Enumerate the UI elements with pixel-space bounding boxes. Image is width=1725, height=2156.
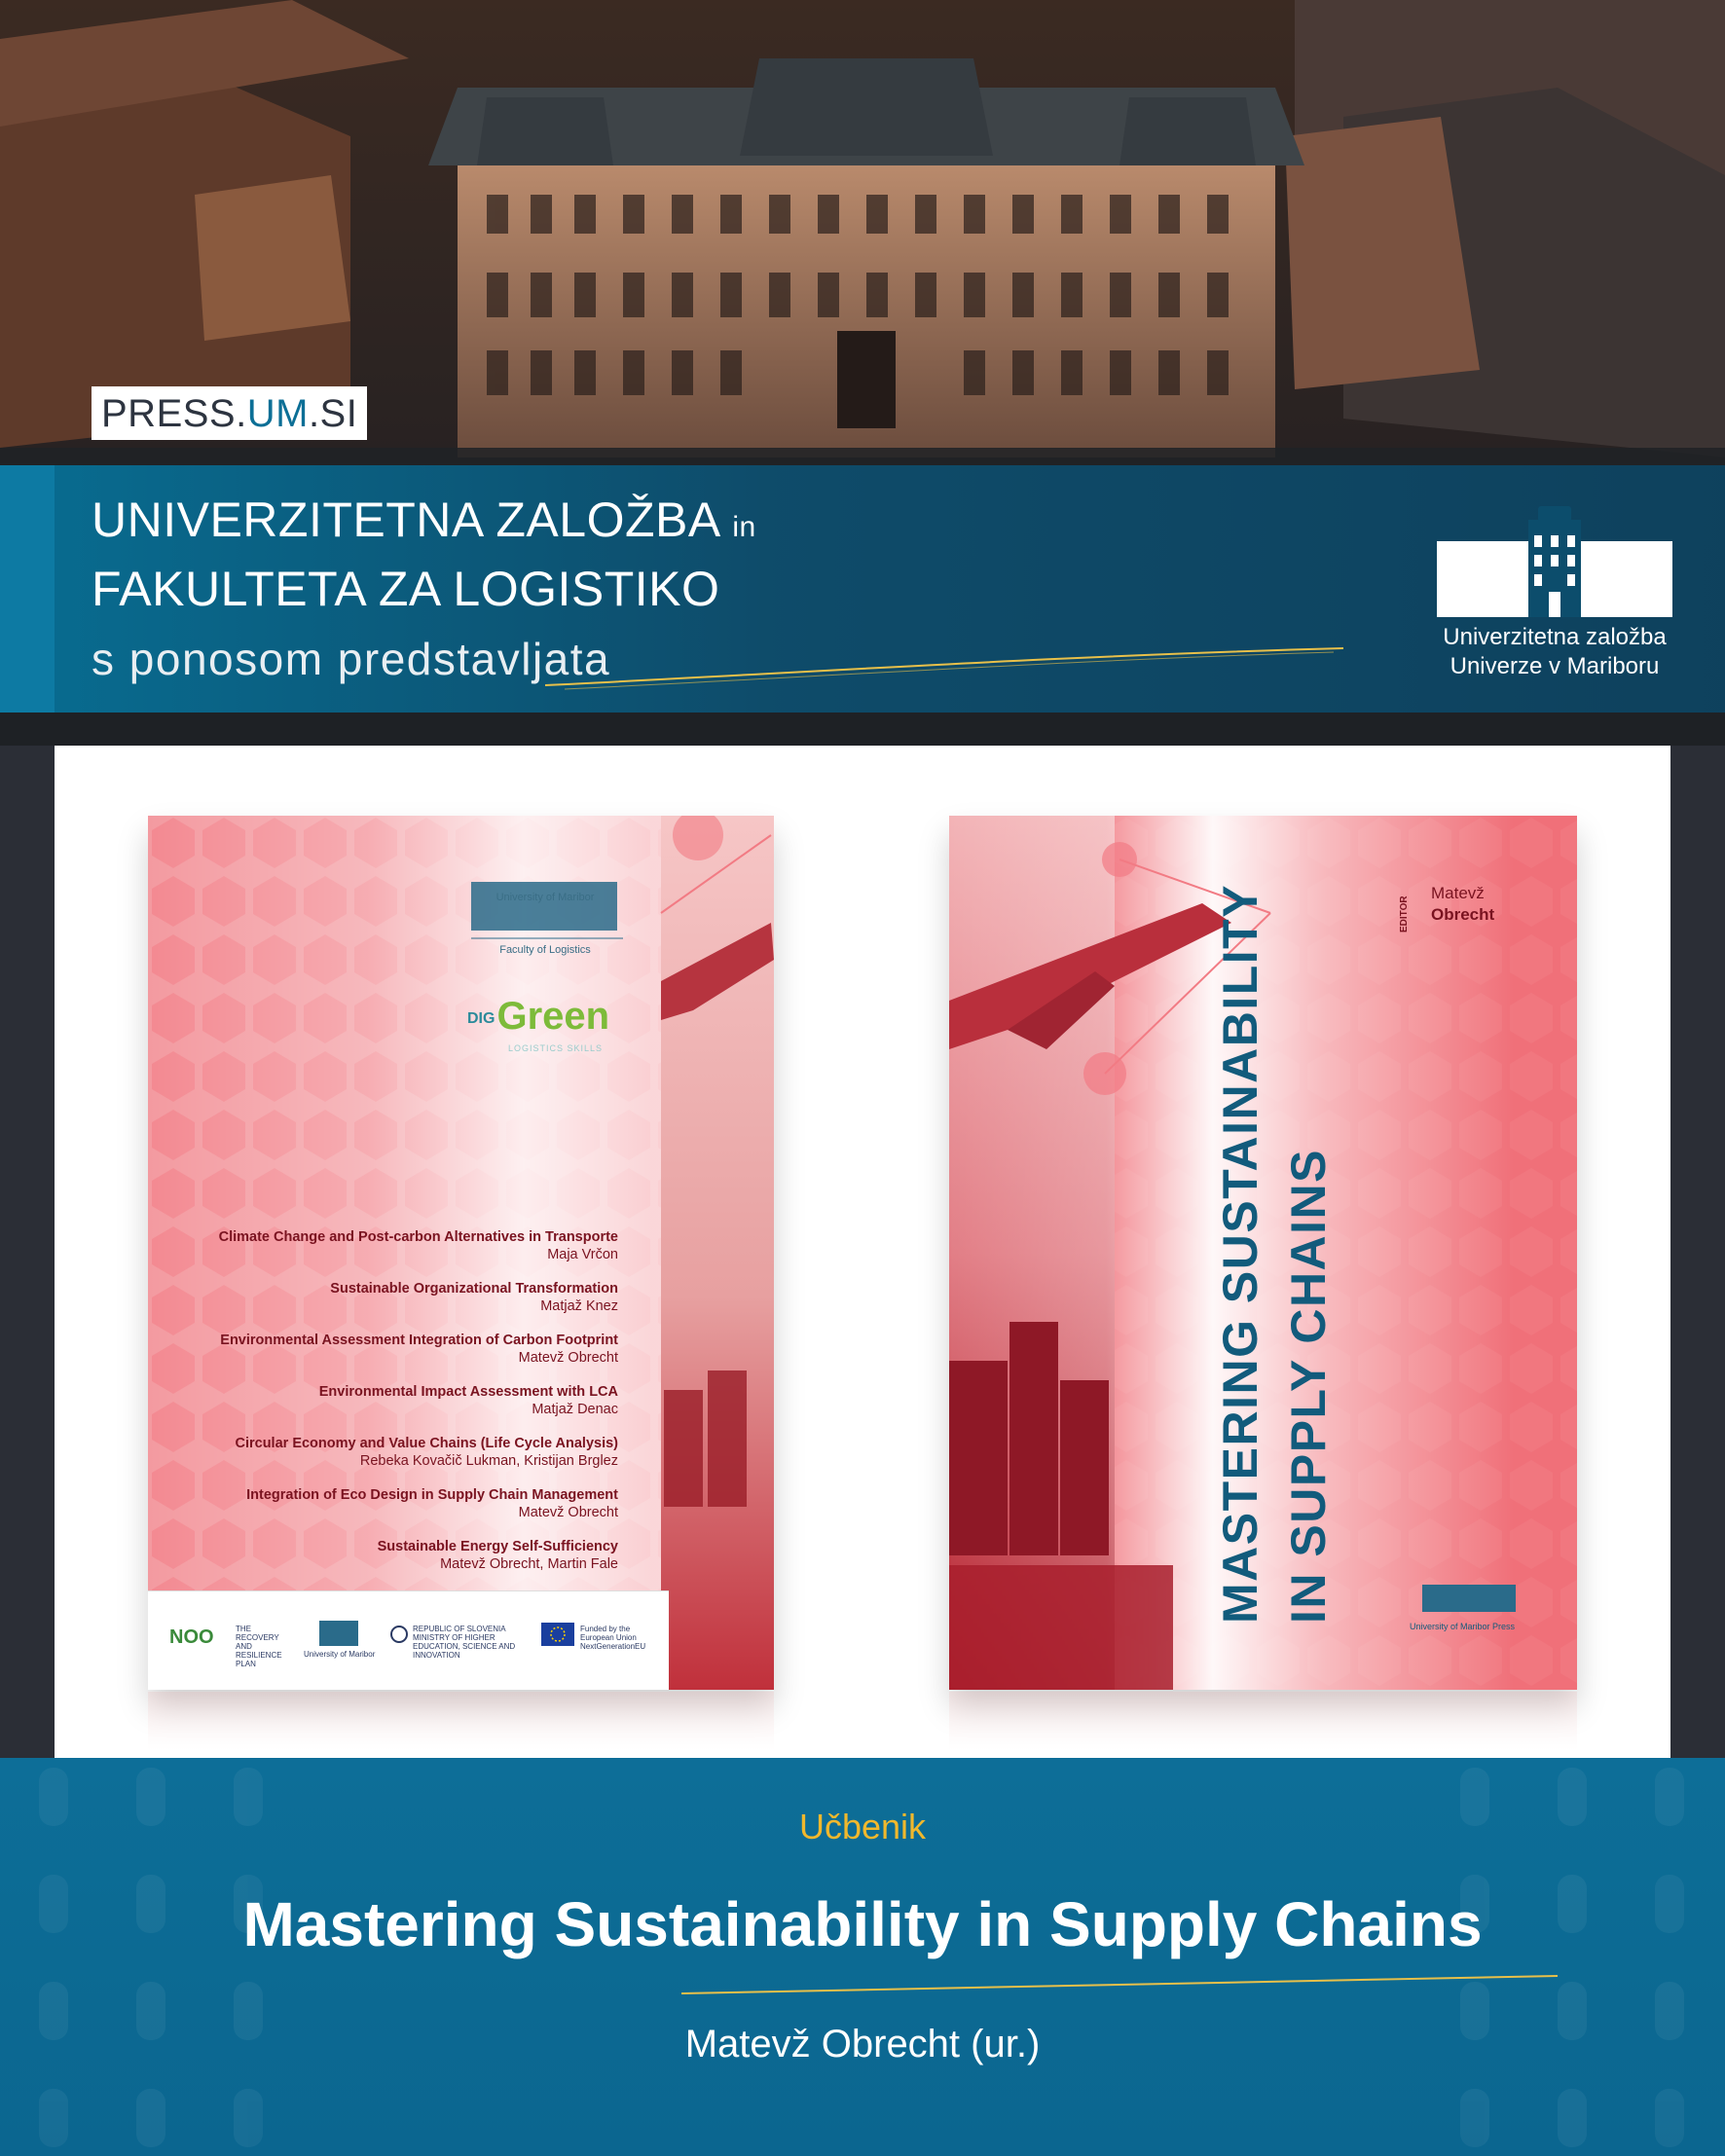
editor-label: EDITOR [1399, 895, 1410, 932]
toc-title: Circular Economy and Value Chains (Life Cycle Analysis) [235, 1436, 618, 1451]
banner-conjunction: in [732, 511, 756, 543]
ministry-label: REPUBLIC OF SLOVENIA MINISTRY OF HIGHER EDUCATION, SCIENCE AND INNOVATION [413, 1625, 516, 1660]
funding-logos-strip [148, 1590, 669, 1690]
toc-entry [378, 1538, 618, 1573]
book-back-cover [148, 816, 774, 1690]
banner-line-3: s ponosom predstavljata [92, 634, 611, 684]
toc-author: Matevž Obrecht, Martin Fale [440, 1556, 618, 1572]
toc-entry [330, 1280, 618, 1315]
toc-title: Integration of Eco Design in Supply Chain Management [246, 1487, 618, 1503]
toc-title: Environmental Assessment Integration of Carbon Footprint [220, 1333, 618, 1348]
press-um: UM [246, 392, 309, 435]
noo-logo: NOO [169, 1626, 214, 1648]
dig-green-prefix: DIG [467, 1010, 495, 1027]
publisher-caption-2: Univerze v Mariboru [1450, 653, 1660, 679]
toc-author: Matjaž Denac [532, 1402, 618, 1417]
university-building-icon [1437, 510, 1672, 586]
toc-entry [319, 1383, 618, 1418]
back-cover-faculty: Faculty of Logistics [499, 944, 591, 956]
editor-first-name: Matevž [1431, 884, 1485, 902]
toc-author: Rebeka Kovačič Lukman, Kristijan Brglez [359, 1453, 618, 1469]
toc-author: Matevž Obrecht [518, 1505, 618, 1520]
toc-entry [219, 1228, 618, 1263]
toc-entry [220, 1332, 618, 1367]
toc-title: Sustainable Organizational Transformation [330, 1281, 618, 1297]
banner-line-2: FAKULTETA ZA LOGISTIKO [92, 562, 720, 616]
book-front-cover [949, 816, 1577, 1690]
gold-swoosh-icon [545, 644, 1343, 693]
toc-entry [246, 1486, 618, 1521]
book-author: Matevž Obrecht (ur.) [684, 2023, 1041, 2065]
book-title: Mastering Sustainability in Supply Chains [242, 1889, 1483, 1959]
press-um-tag[interactable] [92, 386, 367, 440]
title-underline-swoosh-icon [681, 1974, 1558, 1997]
footer-logos-icon [148, 1591, 669, 1690]
press-suffix: .SI [308, 392, 358, 435]
dig-green-logo [467, 995, 609, 1039]
eu-funding-label: Funded by the European Union NextGenerationEU [580, 1625, 646, 1651]
toc-author: Matjaž Knez [540, 1298, 618, 1314]
publisher-name: UNIVERZITETNA ZALOŽBA [92, 493, 718, 547]
back-cover-reflection [148, 1692, 774, 1750]
publisher-logo [1437, 541, 1672, 617]
publisher-logo-caption [1402, 623, 1707, 681]
toc-title: Climate Change and Post-carbon Alternatives in Transporte [218, 1229, 618, 1245]
front-cover-press: University of Maribor Press [1409, 1622, 1516, 1631]
toc-author: Matevž Obrecht [518, 1350, 618, 1366]
toc-title: Environmental Impact Assessment with LCA [318, 1384, 618, 1400]
banner-accent-strip [0, 465, 55, 713]
book-genre: Učbenik [798, 1807, 927, 1846]
toc-author: Maja Vrčon [547, 1247, 618, 1262]
front-cover-reflection [949, 1692, 1577, 1750]
dig-green-tagline: LOGISTICS SKILLS [508, 1043, 604, 1053]
front-title-line-2: IN SUPPLY CHAINS [1281, 1148, 1336, 1624]
back-cover-university: University of Maribor [495, 892, 595, 903]
toc-entry [235, 1435, 618, 1470]
dig-green-word: Green [496, 995, 610, 1038]
editor-last-name: Obrecht [1431, 905, 1495, 924]
publisher-caption-1: Univerzitetna založba [1443, 624, 1667, 650]
footer-university: University of Maribor [304, 1650, 376, 1659]
front-title-line-1: MASTERING SUSTAINABILITY [1213, 883, 1267, 1624]
press-prefix: PRESS. [101, 392, 247, 435]
toc-title: Sustainable Energy Self-Sufficiency [377, 1539, 618, 1554]
recovery-plan-label: THE RECOVERY AND RESILIENCE PLAN [236, 1625, 282, 1668]
banner-line-1 [92, 492, 756, 548]
